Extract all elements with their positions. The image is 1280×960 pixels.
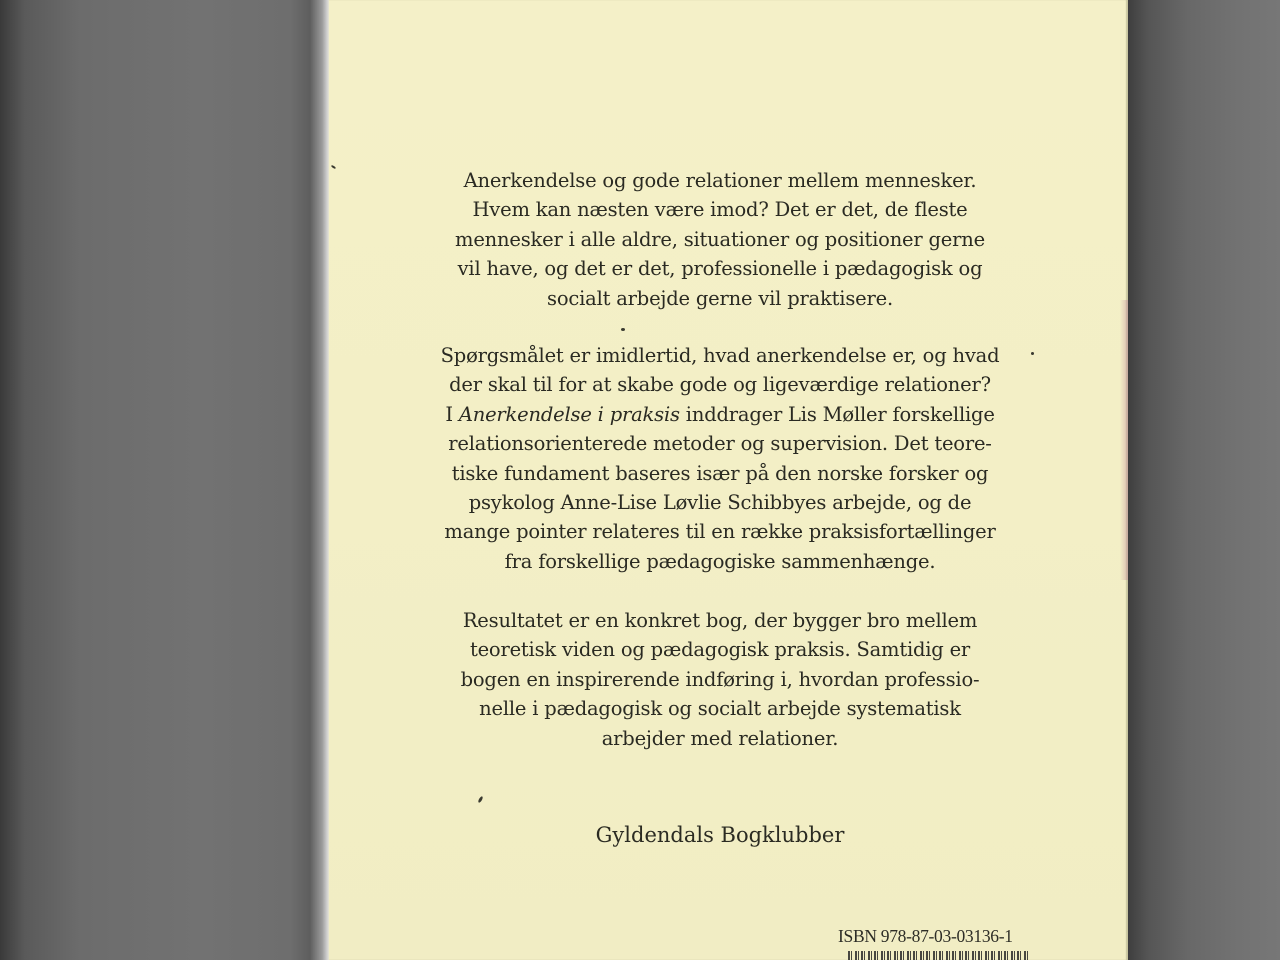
scan-speck bbox=[621, 328, 625, 331]
blurb-line: relationsorienterede metoder og supervision. Det teore- bbox=[448, 432, 992, 456]
barcode bbox=[848, 951, 1028, 960]
blurb-line: Hvem kan næsten være imod? Det er det, de fleste bbox=[472, 198, 968, 222]
blurb-line: Spørgsmålet er imidlertid, hvad anerkendelse er, og hvad bbox=[440, 344, 1000, 367]
blurb-line: teoretisk viden og pædagogisk praksis. Samtidig er bbox=[469, 638, 971, 662]
blurb-line: socialt arbejde gerne vil praktisere. bbox=[547, 286, 893, 310]
scan-background-right bbox=[1128, 0, 1280, 960]
blurb-line: Resultatet er en konkret bog, der bygger bro mellem bbox=[462, 609, 978, 632]
blurb-line: bogen en inspirerende indføring i, hvordan professio- bbox=[460, 667, 980, 691]
blurb-line: mange pointer relateres til en række praksisfortællinger bbox=[444, 520, 996, 544]
scan-speck bbox=[1031, 352, 1034, 355]
isbn-label: ISBN 978-87-03-03136-1 bbox=[838, 926, 1013, 946]
blurb-line: mennesker i alle aldre, situationer og positioner gerne bbox=[455, 227, 985, 251]
blurb-line: tiske fundament baseres især på den norske forsker og bbox=[451, 461, 989, 485]
blurb-line: Anerkendelse og gode relationer mellem mennesker. bbox=[463, 169, 977, 192]
blurb-line: psykolog Anne-Lise Løvlie Schibbyes arbejde, og de bbox=[468, 491, 972, 515]
blurb-paragraph-1 bbox=[420, 166, 1020, 313]
line-prefix: I bbox=[445, 402, 459, 426]
blurb-line: vil have, og det er det, professionelle i pædagogisk og bbox=[457, 257, 983, 281]
blurb-line-with-title bbox=[420, 400, 1020, 429]
blurb-paragraph-3 bbox=[420, 606, 1020, 753]
book-title: Anerkendelse i praksis bbox=[458, 402, 680, 426]
line-suffix: inddrager Lis Møller forskellige bbox=[679, 402, 995, 426]
publisher-name: Gyldendals Bogklubber bbox=[595, 823, 845, 847]
blurb-line: arbejder med relationer. bbox=[601, 726, 839, 750]
blurb-line: der skal til for at skabe gode og ligeværdige relationer? bbox=[449, 373, 991, 397]
blurb-paragraph-2 bbox=[420, 341, 1020, 576]
blurb-line: fra forskellige pædagogiske sammenhænge. bbox=[504, 549, 936, 573]
page-edge-tint bbox=[1120, 300, 1128, 580]
blurb-line: nelle i pædagogisk og socialt arbejde systematisk bbox=[479, 697, 961, 721]
